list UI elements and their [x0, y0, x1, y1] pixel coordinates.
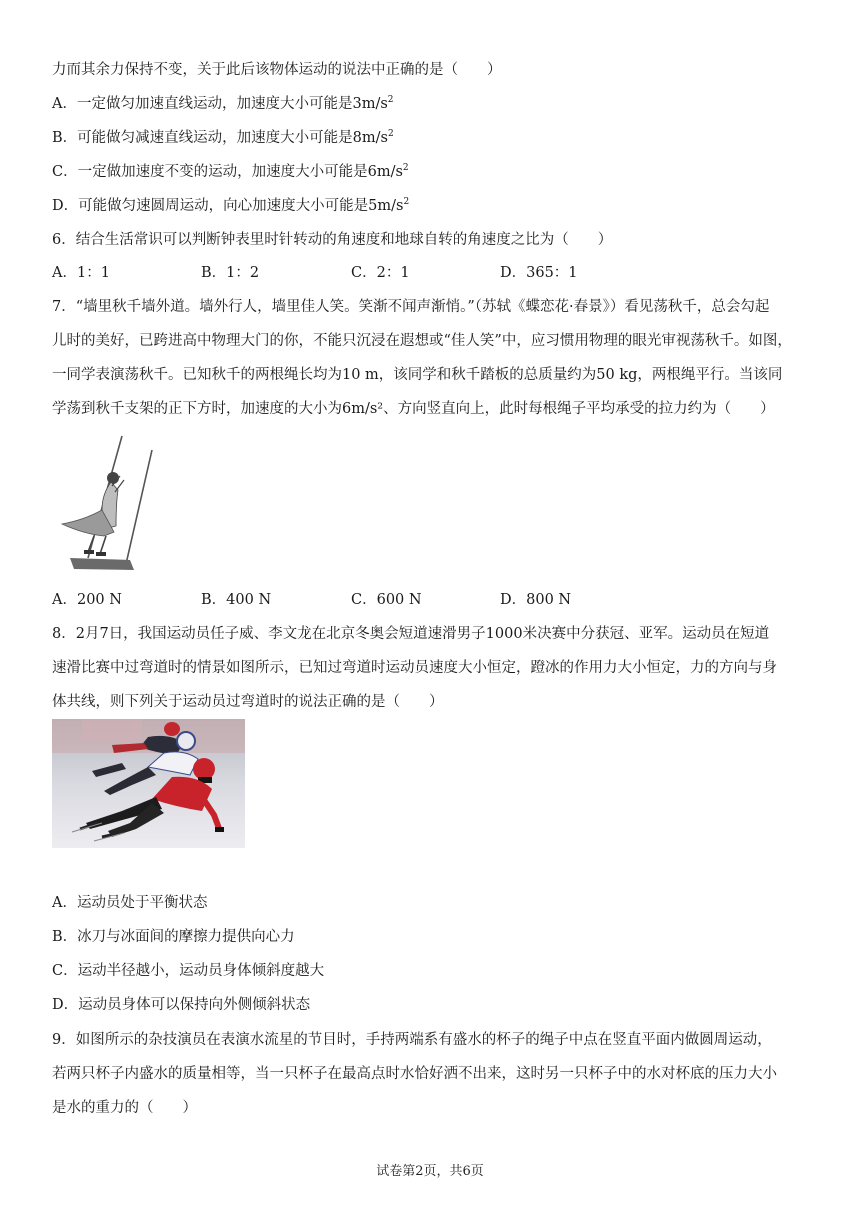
q7-stem-line-1: 7．“墙里秋千墙外道。墙外行人，墙里佳人笑。笑渐不闻声渐悄。”（苏轼《蝶恋花·春景》）看见荡秋千，总会勾起: [52, 299, 770, 315]
q8-option-c: C．运动半径越小，运动员身体倾斜度越大: [52, 963, 325, 979]
skater-helmet-front: [193, 758, 215, 780]
q5-option-b: B．可能做匀减速直线运动，加速度大小可能是$8m/s^2$: [52, 129, 394, 146]
girl-head: [107, 472, 119, 484]
skater-helmet-middle: [177, 732, 195, 750]
page-footer: 试卷第2页，共6页: [376, 1164, 484, 1179]
q6-option-d: D．365：1: [500, 265, 578, 281]
q7-stem-line-2: 儿时的美好，已跨进高中物理大门的你，不能只沉浸在遐想或“佳人笑”中，应习惯用物理的眼光审视荡秋千。如图，: [52, 333, 792, 349]
q7-option-b: B．400 N: [201, 592, 272, 608]
q7-option-c: C．600 N: [351, 592, 422, 608]
q8-option-d: D．运动员身体可以保持向外侧倾斜状态: [52, 997, 311, 1013]
q8-stem-line-3: 体共线，则下列关于运动员过弯道时的说法正确的是（ ）: [52, 694, 444, 710]
q5-option-d: D．可能做匀速圆周运动，向心加速度大小可能是$5m/s^2$: [52, 197, 410, 214]
q8-option-a: A．运动员处于平衡状态: [52, 895, 208, 911]
swing-figure: [54, 432, 158, 574]
q8-stem-line-1: 8．2月7日，我国运动员任子威、李文龙在北京冬奥会短道速滑男子1000米决赛中分获冠、亚军。运动员在短道: [52, 626, 770, 642]
speed-skating-photo: [52, 719, 245, 848]
q9-stem-line-3: 是水的重力的（ ）: [52, 1100, 197, 1116]
q9-stem-line-2: 若两只杯子内盛水的质量相等，当一只杯子在最高点时水恰好洒不出来，这时另一只杯子中的水对杯底的压力大小: [52, 1066, 777, 1082]
q7-option-d: D．800 N: [500, 592, 572, 608]
q7-stem-line-4: 学荡到秋千支架的正下方时，加速度的大小为6m/s²、方向竖直向上，此时每根绳子平均承受的拉力约为（ ）: [52, 401, 775, 417]
q5-option-c: C．一定做加速度不变的运动，加速度大小可能是$6m/s^2$: [52, 163, 409, 180]
q6-stem: 6．结合生活常识可以判断钟表里时针转动的角速度和地球自转的角速度之比为（ ）: [52, 232, 613, 248]
q9-stem-line-1: 9．如图所示的杂技演员在表演水流星的节目时，手持两端系有盛水的杯子的绳子中点在竖直平面内做圆周运动，: [52, 1032, 772, 1048]
q7-option-a: A．200 N: [52, 592, 122, 608]
q8-stem-line-2: 速滑比赛中过弯道时的情景如图所示，已知过弯道时运动员速度大小恒定，蹬冰的作用力大小恒定，力的方向与身: [52, 660, 777, 676]
q7-stem-line-3: 一同学表演荡秋千。已知秋千的两根绳长均为10 m，该同学和秋千踏板的总质量约为50 kg，两根绳平行。当该同: [52, 367, 783, 383]
q8-option-b: B．冰刀与冰面间的摩擦力提供向心力: [52, 929, 295, 945]
q6-option-a: A．1：1: [52, 265, 110, 281]
q5-option-a: A．一定做匀加速直线运动，加速度大小可能是$3m/s^2$: [52, 95, 394, 112]
q6-option-c: C．2：1: [351, 265, 410, 281]
q6-option-b: B．1：2: [201, 265, 260, 281]
q5-stem-continuation: 力而其余力保持不变，关于此后该物体运动的说法中正确的是（ ）: [52, 62, 502, 78]
skater-helmet-back: [164, 722, 180, 736]
